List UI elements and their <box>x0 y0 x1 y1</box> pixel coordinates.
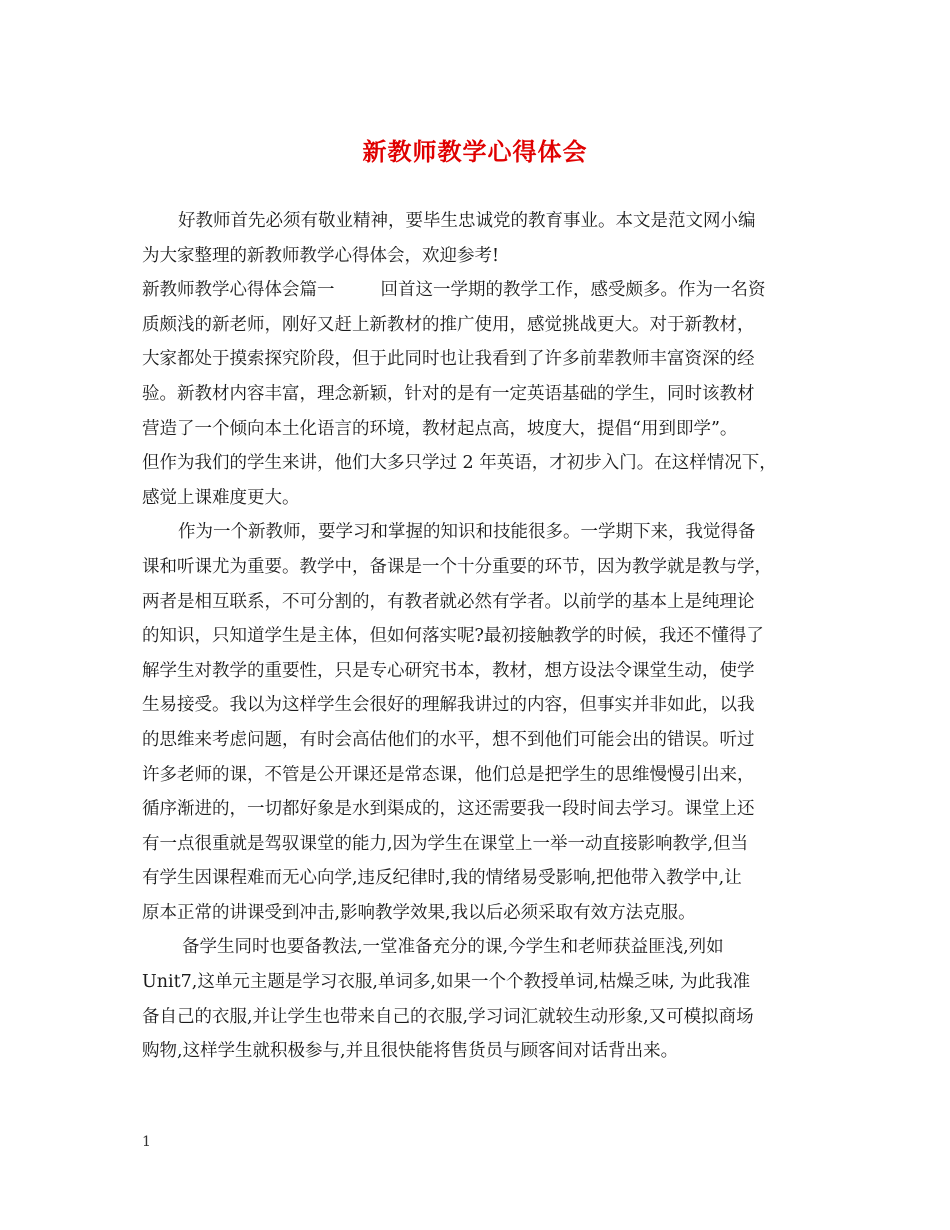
text-line: 备学生同时也要备教法,一堂准备充分的课,今学生和老师获益匪浅,列如 <box>182 937 724 958</box>
text-line: 的知识，只知道学生是主体，但如何落实呢?最初接触教学的时候，我还不懂得了 <box>142 626 764 647</box>
text-line: 课和听课尤为重要。教学中，备课是一个十分重要的环节，因为教学就是教与学， <box>142 556 772 577</box>
text-line: 有一点很重就是驾驭课堂的能力,因为学生在课堂上一举一动直接影响教学,但当 <box>142 833 749 854</box>
text-line: 验。新教材内容丰富，理念新颖，针对的是有一定英语基础的学生，同时该教材 <box>142 383 755 404</box>
text-line: 两者是相互联系，不可分割的，有教者就必然有学者。以前学的基本上是纯理论 <box>142 591 755 612</box>
page-number: 1 <box>142 1134 151 1150</box>
text-line: 原本正常的讲课受到冲击,影响教学效果,我以后必须采取有效方法克服。 <box>142 902 696 923</box>
section-heading: 新教师教学心得体会篇一 <box>142 280 335 301</box>
text-line: 质颇浅的新老师，刚好又赶上新教材的推广使用，感觉挑战更大。对于新教材， <box>142 314 755 335</box>
text-line: 许多老师的课，不管是公开课还是常态课，他们总是把学生的思维慢慢引出来， <box>142 764 755 785</box>
text-line: 大家都处于摸索探究阶段，但于此同时也让我看到了许多前辈教师丰富资深的经 <box>142 349 755 370</box>
text-line: Unit7,这单元主题是学习衣服,单词多,如果一个个教授单词,枯燥乏味, 为此我准 <box>142 972 751 993</box>
body-text <box>142 204 824 1069</box>
page-title: 新教师教学心得体会 <box>362 137 588 166</box>
text-line: 循序渐进的，一切都好象是水到渠成的，这还需要我一段时间去学习。课堂上还 <box>142 799 755 820</box>
text-line: 营造了一个倾向本土化语言的环境，教材起点高，坡度大，提倡“用到即学”。 <box>142 418 738 439</box>
text-line: 但作为我们的学生来讲，他们大多只学过 2 年英语，才初步入门。在这样情况下， <box>142 453 777 474</box>
text-line: 购物,这样学生就积极参与,并且很快能将售货员与顾客间对话背出来。 <box>142 1041 679 1062</box>
text-line: 解学生对教学的重要性，只是专心研究书本，教材，想方设法令课堂生动，使学 <box>142 660 755 681</box>
text-line: 作为一个新教师，要学习和掌握的知识和技能很多。一学期下来，我觉得备 <box>178 522 756 543</box>
section-heading-line <box>142 273 824 308</box>
text-line: 好教师首先必须有敬业精神，要毕生忠诚党的教育事业。本文是范文网小编 <box>178 211 756 231</box>
text-line: 备自己的衣服,并让学生也带来自己的衣服,学习词汇就较生动形象,又可模拟商场 <box>142 1006 754 1027</box>
text-line: 为大家整理的新教师教学心得体会，欢迎参考! <box>142 245 500 266</box>
text-line: 有学生因课程难而无心向学,违反纪律时,我的情绪易受影响,把他带入教学中,让 <box>142 868 742 889</box>
text-line: 的思维来考虑问题，有时会高估他们的水平，想不到他们可能会出的错误。听过 <box>142 729 755 750</box>
text-line: 感觉上课难度更大。 <box>142 487 300 508</box>
text-segment: 回首这一学期的教学工作，感受颇多。作为一名资 <box>380 280 766 301</box>
text-line: 生易接受。我以为这样学生会很好的理解我讲过的内容，但事实并非如此，以我 <box>142 695 755 716</box>
